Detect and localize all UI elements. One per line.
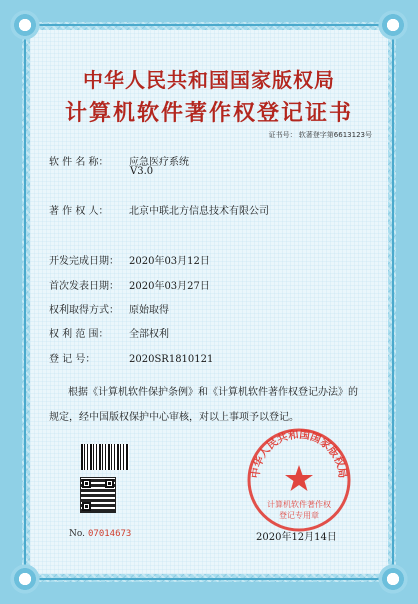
certificate-title: 计算机软件著作权登记证书	[64, 100, 353, 126]
field-label: 软 件 名 称：	[49, 157, 109, 168]
field-copyright-owner	[49, 202, 269, 217]
serial-value: 07014673	[88, 529, 132, 539]
field-value: 2020年03月12日	[129, 256, 210, 267]
field-label: 首次发表日期：	[49, 281, 119, 292]
certificate-number-label: 证书号：	[268, 131, 297, 139]
field-label: 权利取得方式：	[49, 305, 119, 316]
official-seal-icon	[244, 425, 354, 535]
field-completion-date	[49, 252, 210, 267]
seal-line-1: 计算机软件著作权	[267, 500, 331, 509]
field-software-version: V3.0	[130, 166, 154, 177]
issue-date: 2020年12月14日	[256, 532, 337, 543]
corner-ornament-icon	[8, 8, 42, 42]
field-value: 2020SR1810121	[129, 354, 214, 365]
certificate-number-value: 软著登字第6613123号	[298, 131, 372, 139]
certificate-number	[269, 130, 372, 140]
field-software-name	[49, 153, 189, 168]
field-registration-number	[49, 350, 213, 365]
field-label: 开发完成日期：	[49, 256, 119, 267]
field-label: 登 记 号：	[49, 354, 96, 365]
body-text-line-1: 根据《计算机软件保护条例》和《计算机软件著作权登记办法》的	[68, 387, 358, 398]
field-publish-date	[49, 277, 210, 292]
field-label: 著 作 权 人：	[49, 206, 109, 217]
corner-ornament-icon	[376, 562, 410, 596]
field-value: 应急医疗系统	[129, 157, 189, 168]
field-label: 权 利 范 围：	[49, 329, 109, 340]
field-rights-scope	[49, 325, 169, 340]
qr-code-icon	[81, 478, 115, 512]
barcode-icon	[81, 444, 129, 470]
field-value: 全部权利	[129, 329, 169, 340]
body-text-line-2: 规定，经中国版权保护中心审核，对以上事项予以登记。	[49, 412, 299, 423]
field-value: 原始取得	[129, 305, 169, 316]
issuing-authority: 中华人民共和国国家版权局	[83, 68, 335, 92]
corner-ornament-icon	[8, 562, 42, 596]
seal-top-text: 中华人民共和国国家版权局	[249, 428, 349, 479]
serial-number	[69, 529, 131, 539]
field-value: 北京中联北方信息技术有限公司	[129, 206, 269, 217]
seal-line-2: 登记专用章	[279, 511, 319, 520]
corner-ornament-icon	[376, 8, 410, 42]
serial-label: No.	[69, 529, 85, 539]
field-acquisition-method	[49, 301, 169, 316]
field-value: 2020年03月27日	[129, 281, 210, 292]
